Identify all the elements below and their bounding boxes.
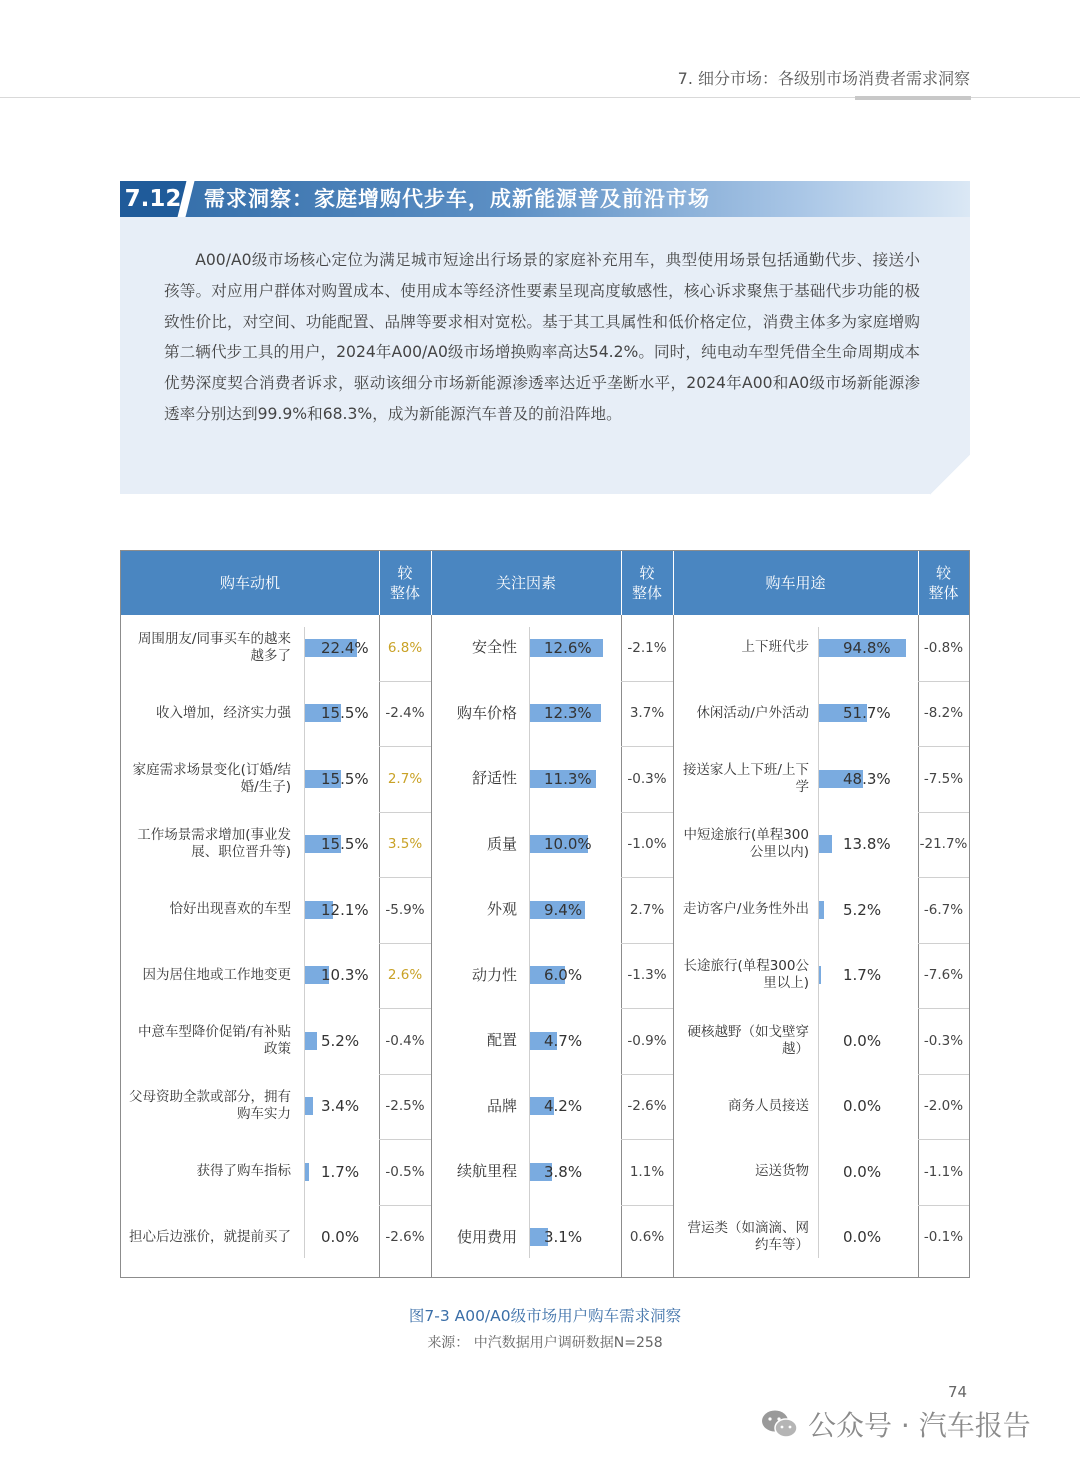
motivation-label: 中意车型降价促销/有补贴政策 <box>137 1023 291 1057</box>
usage-label: 中短途旅行(单程300公里以内) <box>683 827 809 861</box>
usage-value: 0.0% <box>843 1162 882 1181</box>
usage-label: 运送货物 <box>755 1163 809 1180</box>
motivation-label: 恰好出现喜欢的车型 <box>169 901 291 918</box>
usage-bar <box>819 835 832 853</box>
header-divider <box>621 551 622 615</box>
factor-vs-overall: 2.7% <box>629 901 665 918</box>
factor-value: 11.3% <box>544 769 592 788</box>
motivation-vs-overall: -0.5% <box>385 1163 425 1180</box>
motivation-vs-overall: -2.4% <box>385 705 425 722</box>
usage-vs-overall: -1.1% <box>923 1163 964 1180</box>
motivation-label: 工作场景需求增加(事业发展、职位晋升等) <box>137 827 291 861</box>
header-divider <box>379 551 380 615</box>
section-title: 需求洞察：家庭增购代步车，成新能源普及前沿市场 <box>204 187 710 211</box>
factor-label: 外观 <box>486 900 517 919</box>
figure-source: 来源： 中汽数据用户调研数据N=258 <box>427 1335 663 1351</box>
corner-fold-decoration <box>930 455 970 495</box>
header-accent-line <box>855 96 971 100</box>
factor-value: 4.2% <box>544 1097 583 1116</box>
header-vs-overall-2: 较 整体 <box>631 564 662 602</box>
watermark <box>760 1404 1031 1444</box>
motivation-vs-overall: 6.8% <box>387 639 423 656</box>
factor-vs-overall: -0.3% <box>627 770 667 787</box>
header-divider <box>918 551 919 615</box>
motivation-bar <box>305 1032 317 1050</box>
usage-vs-overall: -0.3% <box>923 1032 964 1049</box>
figure-caption: 图7-3 A00/A0级市场用户购车需求洞察 <box>408 1307 682 1325</box>
usage-vs-overall: -7.5% <box>923 770 964 787</box>
usage-label: 硬核越野（如戈壁穿越） <box>687 1023 809 1057</box>
motivation-vs-overall: -2.6% <box>385 1229 425 1246</box>
factor-vs-overall: -2.6% <box>627 1098 667 1115</box>
motivation-vs-overall: 3.5% <box>387 836 423 853</box>
factor-label: 购车价格 <box>456 703 517 722</box>
usage-vs-overall: -7.6% <box>923 967 964 984</box>
usage-label: 上下班代步 <box>741 639 809 656</box>
factor-value: 6.0% <box>544 966 583 985</box>
usage-value: 51.7% <box>843 704 891 723</box>
chapter-header: 7. 细分市场：各级别市场消费者需求洞察 <box>677 69 970 88</box>
motivation-bar <box>305 1163 309 1181</box>
usage-value: 5.2% <box>843 900 882 919</box>
usage-vs-overall: -0.1% <box>923 1229 964 1246</box>
factor-vs-overall: -1.3% <box>627 967 667 984</box>
usage-value: 0.0% <box>843 1097 882 1116</box>
factor-vs-overall: 0.6% <box>629 1229 665 1246</box>
usage-value: 0.0% <box>843 1031 882 1050</box>
motivation-value: 3.4% <box>321 1097 360 1116</box>
demand-insight-table <box>120 550 970 1278</box>
usage-value: 0.0% <box>843 1228 882 1247</box>
motivation-value: 15.5% <box>321 835 369 854</box>
motivation-label: 获得了购车指标 <box>196 1163 291 1180</box>
factor-label: 品牌 <box>486 1096 517 1115</box>
usage-vs-overall: -8.2% <box>923 705 964 722</box>
motivation-label: 家庭需求场景变化(订婚/结婚/生子) <box>132 761 291 795</box>
factor-label: 使用费用 <box>456 1227 517 1246</box>
factor-label: 动力性 <box>471 965 517 984</box>
usage-label: 接送家人上下班/上下学 <box>682 761 809 795</box>
header-vs-overall-3: 较 整体 <box>928 564 959 602</box>
header-divider <box>431 551 432 615</box>
header-usage: 购车用途 <box>765 574 826 592</box>
usage-label: 走访客户/业务性外出 <box>682 901 809 918</box>
motivation-label: 周围朋友/同事买车的越来越多了 <box>137 630 291 664</box>
factor-value: 9.4% <box>544 900 583 919</box>
motivation-label: 父母资助全款或部分，拥有购车实力 <box>129 1089 291 1123</box>
motivation-vs-overall: -2.5% <box>385 1098 425 1115</box>
motivation-value: 0.0% <box>321 1228 360 1247</box>
motivation-bar <box>305 1097 313 1115</box>
header-vs-overall-1: 较 整体 <box>389 564 420 602</box>
motivation-value: 5.2% <box>321 1031 360 1050</box>
factor-value: 12.3% <box>544 704 592 723</box>
motivation-value: 12.1% <box>321 900 369 919</box>
usage-value: 13.8% <box>843 835 891 854</box>
usage-label: 长途旅行(单程300公里以上) <box>683 958 809 992</box>
usage-bar <box>819 901 824 919</box>
usage-value: 48.3% <box>843 769 891 788</box>
factor-vs-overall: -1.0% <box>627 836 667 853</box>
header-factors: 关注因素 <box>495 574 556 592</box>
factor-value: 3.1% <box>544 1228 583 1247</box>
usage-label: 商务人员接送 <box>728 1097 809 1114</box>
factor-value: 12.6% <box>544 638 592 657</box>
wechat-icon <box>760 1408 800 1440</box>
header-divider <box>673 551 674 615</box>
usage-vs-overall: -2.0% <box>923 1098 964 1115</box>
factor-vs-overall: -2.1% <box>627 639 667 656</box>
factor-label: 舒适性 <box>471 769 517 788</box>
motivation-label: 担心后边涨价，就提前买了 <box>129 1228 291 1245</box>
usage-label: 休闲活动/户外活动 <box>696 704 809 721</box>
usage-value: 94.8% <box>843 638 891 657</box>
factor-label: 质量 <box>486 834 517 853</box>
section-number: 7.12 <box>120 181 186 217</box>
motivation-value: 15.5% <box>321 704 369 723</box>
motivation-value: 22.4% <box>321 638 369 657</box>
column-divider <box>431 551 432 1277</box>
factor-label: 安全性 <box>471 638 517 657</box>
motivation-value: 10.3% <box>321 966 369 985</box>
motivation-value: 15.5% <box>321 769 369 788</box>
factor-vs-overall: 3.7% <box>629 705 665 722</box>
page-number: 74 <box>948 1383 968 1401</box>
motivation-label: 因为居住地或工作地变更 <box>142 966 291 983</box>
motivation-vs-overall: 2.7% <box>387 770 423 787</box>
motivation-label: 收入增加，经济实力强 <box>156 704 291 721</box>
usage-vs-overall: -0.8% <box>923 639 964 656</box>
usage-bar <box>819 966 821 984</box>
factor-value: 10.0% <box>544 835 592 854</box>
motivation-vs-overall: 2.6% <box>387 967 423 984</box>
header-motivation: 购车动机 <box>219 574 280 592</box>
usage-vs-overall: -6.7% <box>923 901 964 918</box>
usage-label: 营运类（如滴滴、网约车等） <box>687 1220 809 1254</box>
intro-paragraph: A00/A0级市场核心定位为满足城市短途出行场景的家庭补充用车，典型使用场景包括通勤代步、接送小孩等。对应用户群体对购置成本、使用成本等经济性要素呈现高度敏感性，核心诉求聚焦于基础代步功能的极致性价比，对空间、功能配置、品牌等要求相对宽松。基于其工具属性和低价格定位，消费主体多为家庭增购第二辆代步工具的用户，2024年A00/A0级市场增换购率高达54.2%。同时，纯电动车型凭借全生命周期成本优势深度契合消费者诉求，驱动该细分市场新能源渗透率达近乎垄断水平，2024年A00和A0级市场新能源渗透率分别达到99.9%和68.3%，成为新能源汽车普及的前沿阵地。 <box>164 251 920 423</box>
motivation-vs-overall: -5.9% <box>385 901 425 918</box>
column-divider <box>673 551 674 1277</box>
factor-label: 配置 <box>486 1031 517 1050</box>
usage-vs-overall: -21.7% <box>919 836 968 853</box>
watermark-text: 公众号 · 汽车报告 <box>808 1409 1031 1442</box>
factor-value: 4.7% <box>544 1031 583 1050</box>
factor-vs-overall: 1.1% <box>629 1163 665 1180</box>
usage-value: 1.7% <box>843 966 882 985</box>
motivation-value: 1.7% <box>321 1162 360 1181</box>
factor-vs-overall: -0.9% <box>627 1032 667 1049</box>
factor-label: 续航里程 <box>456 1162 517 1181</box>
factor-value: 3.8% <box>544 1162 583 1181</box>
motivation-vs-overall: -0.4% <box>385 1032 425 1049</box>
